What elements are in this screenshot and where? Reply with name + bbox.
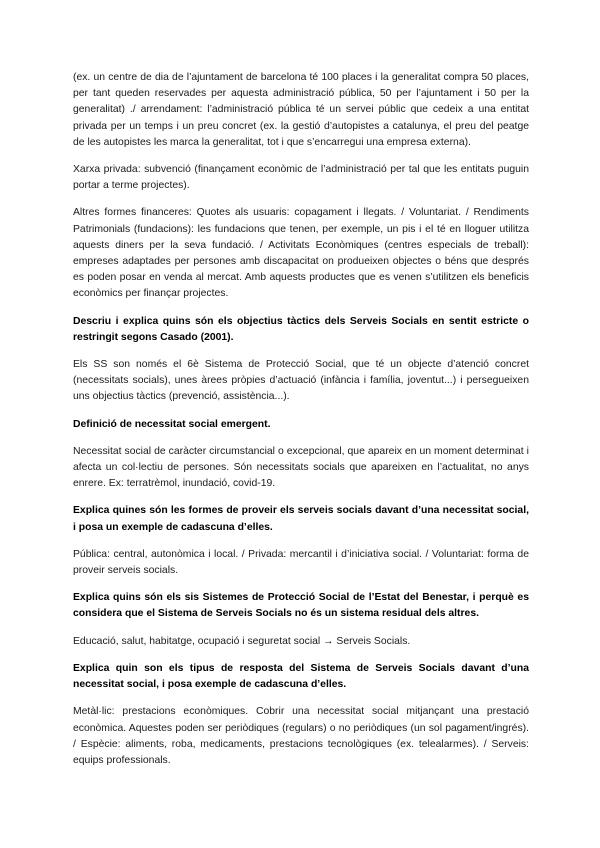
paragraph-xarxa-privada: Xarxa privada: subvenció (finançament econòmic de l’administració per tal que les entitats puguin portar a terme projectes).	[73, 164, 529, 192]
answer-objectius-tactics: Els SS son només el 6è Sistema de Protecció Social, que té un objecte d’atenció concret (necessitats socials), unes àrees pròpies d’actuació (infància i família, joventut...) i persegueixen uns objectius tàctics (prevenció, assistència...).	[73, 359, 529, 403]
answer-sistemes-proteccio: Educació, salut, habitatge, ocupació i seguretat social → Serveis Socials.	[73, 635, 411, 647]
question-necessitat-emergent: Definició de necessitat social emergent.	[73, 418, 271, 430]
answer-formes-proveir: Pública: central, autonòmica i local. / Privada: mercantil i d’iniciativa social. / Voluntariat: forma de proveir serveis socials.	[73, 548, 529, 577]
question-formes-proveir: Explica quines són les formes de proveir els serveis socials davant d’una necessitat social, i posa un exemple de cadascuna d’elles.	[73, 505, 529, 533]
answer-necessitat-emergent: Necessitat social de caràcter circumstancial o excepcional, que apareix en un moment determinat i afecta un col·lectiu de persones. Són necessitats socials que apareixen en l’actualitat, no anys enrere. Ex: terratrèmol, inundació, covid-19.	[73, 445, 529, 490]
question-sistemes-proteccio: Explica quins són els sis Sistemes de Protecció Social de l’Estat del Benestar, i perquè es considera que el Sistema de Serveis Socials no és un sistema residual dels altres.	[73, 592, 529, 620]
question-tipus-resposta: Explica quin son els tipus de resposta del Sistema de Serveis Socials davant d’una necessitat social, i posa exemple de cadascuna d’elles.	[73, 662, 529, 691]
paragraph-concert-arrendament: (ex. un centre de dia de l’ajuntament de barcelona té 100 places i la generalitat compra 50 places, per tant queden reservades per aquesta administració pública, 50 per l’ajuntament i 50 per la generalitat) ./ arrendament: l’administració pública té un servei públic que cedeix a una entitat privada per un temps i un preu concret (ex. la gestió d’autopistes a catalunya, el preu del peatge de les autopistes les marca la generalitat, tot i que s’encarregui una empresa externa).	[73, 72, 529, 148]
answer-tipus-resposta: Metàl·lic: prestacions econòmiques. Cobrir una necessitat social mitjançant una prestació econòmica. Aquestes poden ser periòdiques (regulars) o no periòdiques (un sol pagament/ingrés). / Espècie: aliments, roba, medicaments, prestacions tecnològiques (ex. telealarmes). / Serveis: equips professionals.	[73, 706, 529, 766]
paragraph-altres-formes: Altres formes financeres: Quotes als usuaris: copagament i llegats. / Voluntariat. / Rendiments Patrimonials (fundacions): les fundacions que tenen, per exemple, un pis i el té en lloguer utilitza aquests diners per la seva fundació. / Activitats Econòmiques (centres especials de treball): empreses adaptades per persones amb discapacitat on produeixen objectes o béns que després es poden posar en venda al mercat. Amb aquests productes que es venen s’utilitzen els beneficis econòmics per finançar projectes.	[73, 207, 529, 300]
question-objectius-tactics: Descriu i explica quins són els objectius tàctics dels Serveis Socials en sentit estricte o restringit segons Casado (2001).	[73, 315, 529, 343]
